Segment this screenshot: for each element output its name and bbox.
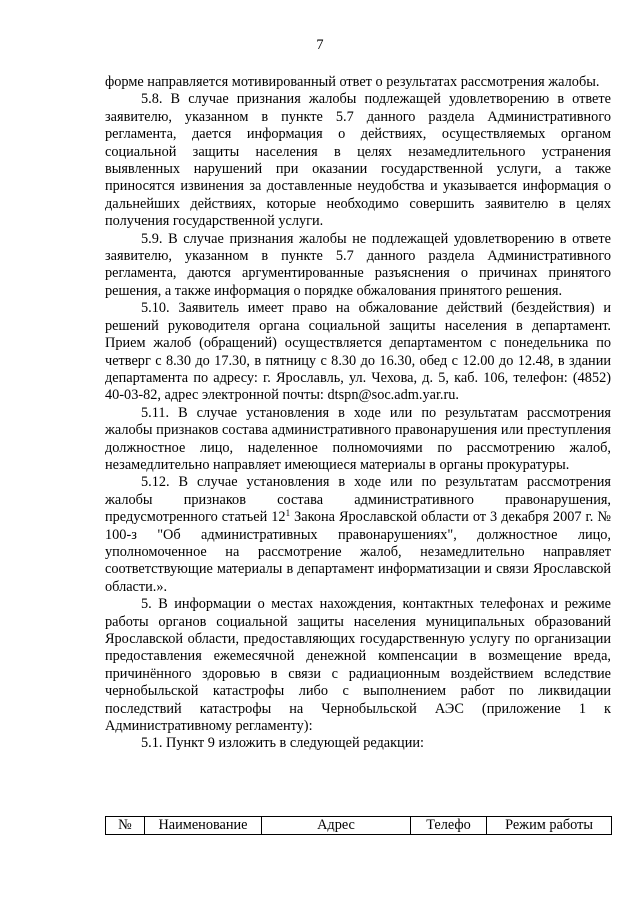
paragraph-5-9: 5.9. В случае признания жалобы не подлежащей удовлетворению в ответе заявителю, указанном в пункте 5.7 данного раздела Административного регламента, даются аргументированные разъяснения о причинах принятого решения, а также информация о порядке обжалования принятого решения. bbox=[105, 230, 611, 299]
paragraph-continuation: форме направляется мотивированный ответ о результатах рассмотрения жалобы. bbox=[105, 74, 600, 90]
column-header-phone: Телефо bbox=[411, 817, 487, 835]
table-header-row bbox=[106, 817, 612, 835]
document-body bbox=[105, 74, 611, 753]
paragraph-5-12-start: 5.12. В случае установления в ходе или по результатам рассмотрения жалобы признаков состава административного правонарушения, предусмотренного статьей 12 bbox=[105, 474, 611, 526]
superscript: 1 bbox=[285, 508, 291, 519]
contacts-table bbox=[105, 816, 612, 835]
paragraph-5-10: 5.10. Заявитель имеет право на обжалование действий (бездействия) и решений руководителя органа социальной защиты населения в департамент. Прием жалоб (обращений) осуществляется департаментом с понедельника по четверг с 8.30 до 17.30, в пятницу с 8.30 до 16.30, обед с 12.00 до 12.48, в здании департамента по адресу: г. Ярославль, ул. Чехова, д. 5, каб. 106, телефон: (4852) 40-03-82, адрес электронной почты: dtspn@soc.adm.yar.ru. bbox=[105, 300, 611, 404]
paragraph-5-8: 5.8. В случае признания жалобы подлежащей удовлетворению в ответе заявителю, указанном в пункте 5.7 данного раздела Административного регламента, дается информация о действиях, осуществляемых органом социальной защиты населения в целях незамедлительного устранения выявленных нарушений при оказании государственной услуги, а также приносятся извинения за доставленные неудобства и указывается информация о дальнейших действиях, которые необходимо совершить заявителю в целях получения государственной услуги. bbox=[105, 91, 611, 230]
paragraph-5-12-end: Закона Ярославской области от 3 декабря 2007 г. № 100-з "Об административных правонарушениях", должностное лицо, уполномоченное на рассмотрение жалоб, незамедлительно направляет соответствующие материалы в департамент информатизации и связи Ярославской области.». bbox=[105, 509, 611, 595]
column-header-number: № bbox=[106, 817, 145, 835]
column-header-schedule: Режим работы bbox=[487, 817, 612, 835]
page-number: 7 bbox=[316, 37, 324, 53]
paragraph-5-12 bbox=[105, 474, 611, 596]
paragraph-5-1: 5.1. Пункт 9 изложить в следующей редакции: bbox=[141, 735, 424, 752]
paragraph-5-11: 5.11. В случае установления в ходе или по результатам рассмотрения жалобы признаков состава административного правонарушения или преступления должностное лицо, наделенное полномочиями по рассмотрению жалоб, незамедлительно направляет имеющиеся материалы в органы прокуратуры. bbox=[105, 404, 611, 473]
column-header-address: Адрес bbox=[262, 817, 411, 835]
column-header-name: Наименование bbox=[145, 817, 262, 835]
paragraph-5: 5. В информации о местах нахождения, контактных телефонах и режиме работы органов социальной защиты населения муниципальных образований Ярославской области, предоставляющих государственную услугу по организации предоставления ежемесячной денежной компенсации в возмещение вреда, причинённого здоровью в связи с радиационным воздействием вследствие чернобыльской катастрофы либо с выполнением работ по ликвидации последствий катастрофы на Чернобыльской АЭС (приложение 1 к Административному регламенту): bbox=[105, 596, 611, 735]
